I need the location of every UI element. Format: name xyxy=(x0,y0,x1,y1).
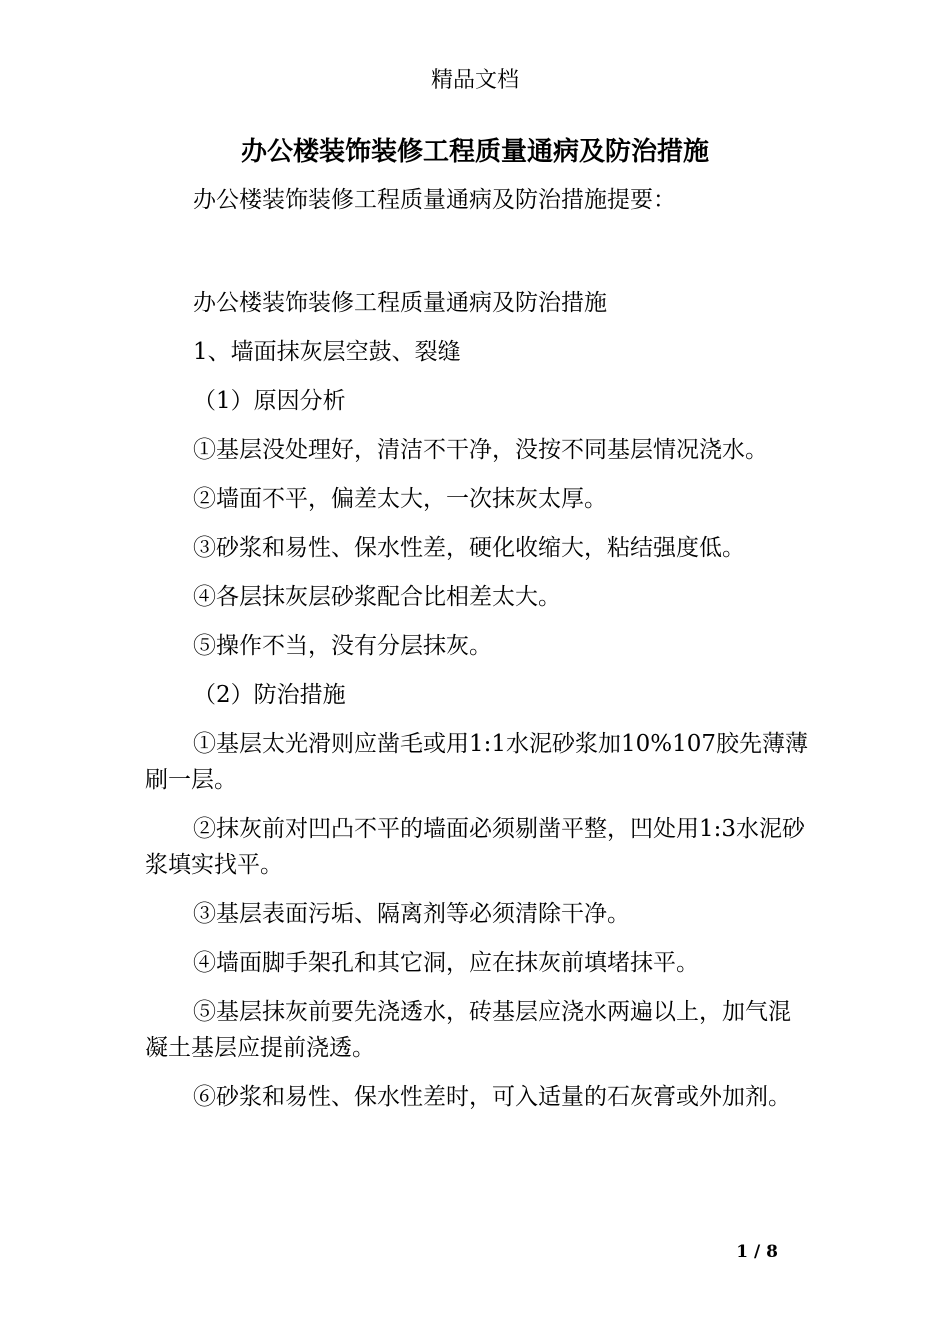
page-number: 1 / 8 xyxy=(736,1242,778,1262)
item-heading-1: 1、墙面抹灰层空鼓、裂缝 xyxy=(193,339,461,365)
cause-item-1: ①基层没处理好，清洁不干净，没按不同基层情况浇水。 xyxy=(193,437,768,463)
subheading-prevention: （2）防治措施 xyxy=(193,682,346,708)
measure-item-3: ③基层表面污垢、隔离剂等必须清除干净。 xyxy=(193,901,630,927)
measure-item-5: ⑤基层抹灰前要先浇透水，砖基层应浇水两遍以上，加气混凝土基层应提前浇透。 xyxy=(145,999,791,1061)
summary-heading: 办公楼装饰装修工程质量通病及防治措施提要： xyxy=(193,187,676,213)
measure-item-2: ②抹灰前对凹凸不平的墙面必须剔凿平整，凹处用1:3水泥砂浆填实找平。 xyxy=(145,816,806,878)
cause-item-5: ⑤操作不当，没有分层抹灰。 xyxy=(193,633,492,659)
subheading-cause-analysis: （1）原因分析 xyxy=(193,388,346,414)
measure-item-6: ⑥砂浆和易性、保水性差时，可入适量的石灰膏或外加剂。 xyxy=(193,1084,791,1110)
measure-item-1: ①基层太光滑则应凿毛或用1:1水泥砂浆加10%107胶先薄薄刷一层。 xyxy=(145,731,809,793)
page-header: 精品文档 xyxy=(430,68,519,93)
cause-item-3: ③砂浆和易性、保水性差，硬化收缩大，粘结强度低。 xyxy=(193,535,745,561)
cause-item-4: ④各层抹灰层砂浆配合比相差太大。 xyxy=(193,584,561,610)
measure-item-4: ④墙面脚手架孔和其它洞，应在抹灰前填堵抹平。 xyxy=(193,950,699,976)
section-title: 办公楼装饰装修工程质量通病及防治措施 xyxy=(193,290,607,316)
cause-item-2: ②墙面不平，偏差太大，一次抹灰太厚。 xyxy=(193,486,607,512)
document-title: 办公楼装饰装修工程质量通病及防治措施 xyxy=(240,137,709,167)
document-body xyxy=(145,182,810,1115)
